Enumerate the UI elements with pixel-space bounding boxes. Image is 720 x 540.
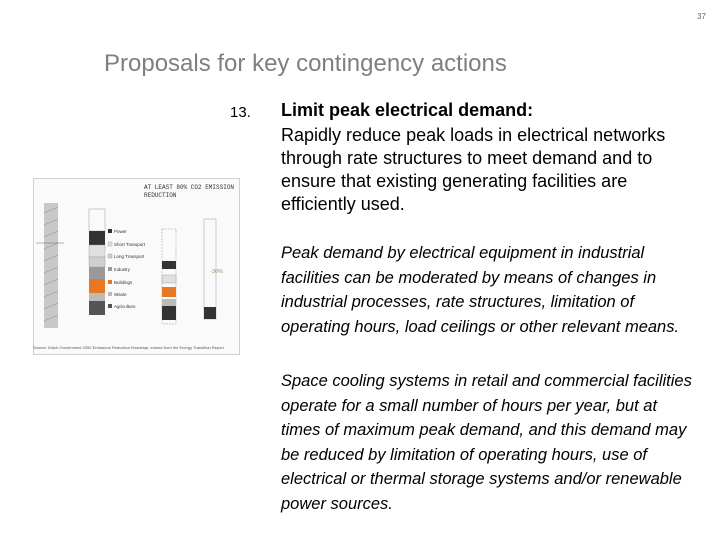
bar-2030-buildings [89,279,105,293]
bar-2030-long-transport [89,257,105,267]
figure-caption: Source: Dutch Government 2050 Emissions Reduction Roadmap; extract from the Energy Transition Report [33,345,224,350]
legend-industry: Industry [114,267,131,272]
legend-long-transport: Long Transport [114,254,145,259]
bar-2030-waste [89,293,105,301]
item-number: 13. [230,104,251,121]
legend-waste: Waste [114,292,127,297]
legend-swatch-industry [108,267,112,271]
legend-buildings: Buildings [114,280,133,285]
legend-swatch-short-transport [108,242,112,246]
paragraph-industrial: Peak demand by electrical equipment in industrial facilities can be moderated by means of changes in industrial processes, rate structures, limitation of operating hours, load ceilings or other relevant means. [281,244,680,336]
figure-heading-line2: REDUCTION [144,192,177,199]
bar-2050-transport [162,275,176,283]
page-number: 37 [697,12,706,21]
bar-2050-agriculture [162,306,176,320]
bar-2030-agriculture [89,301,105,315]
bar-2030-outline [89,209,105,231]
bar-target-remaining [204,307,216,319]
bar-2050-buildings [162,287,176,297]
legend-swatch-power [108,229,112,233]
legend-power: Power [114,229,127,234]
legend-swatch-buildings [108,280,112,284]
slide-title: Proposals for key contingency actions [104,50,507,77]
figure-percent-label: -30% [210,269,223,275]
legend-swatch-agriculture [108,304,112,308]
figure-heading-line1: AT LEAST 80% CO2 EMISSION [144,184,235,191]
legend-swatch-long-transport [108,254,112,258]
paragraph-space-cooling: Space cooling systems in retail and commercial facilities operate for a small number of hours per year, but at times of maximum peak demand, and this demand may be reduced by limitation of operating hours, use of electrical or thermal storage systems and/or renewable power sources. [281,372,692,513]
bar-2050-power [162,261,176,269]
emission-reduction-figure [33,178,240,355]
item-heading: Limit peak electrical demand: [281,100,534,120]
figure-graphic [34,179,239,344]
item-body: Rapidly reduce peak loads in electrical networks through rate structures to meet demand and to ensure that existing generating facilities are efficiently used. [281,125,666,214]
legend-swatch-waste [108,292,112,296]
legend-agriculture: Agriculture [114,304,136,309]
bar-2030-power [89,231,105,245]
bar-2030-industry [89,267,105,279]
bar-2030-short-transport [89,245,105,257]
bar-2050-waste [162,299,176,306]
legend-short-transport: Short Transport [114,242,146,247]
